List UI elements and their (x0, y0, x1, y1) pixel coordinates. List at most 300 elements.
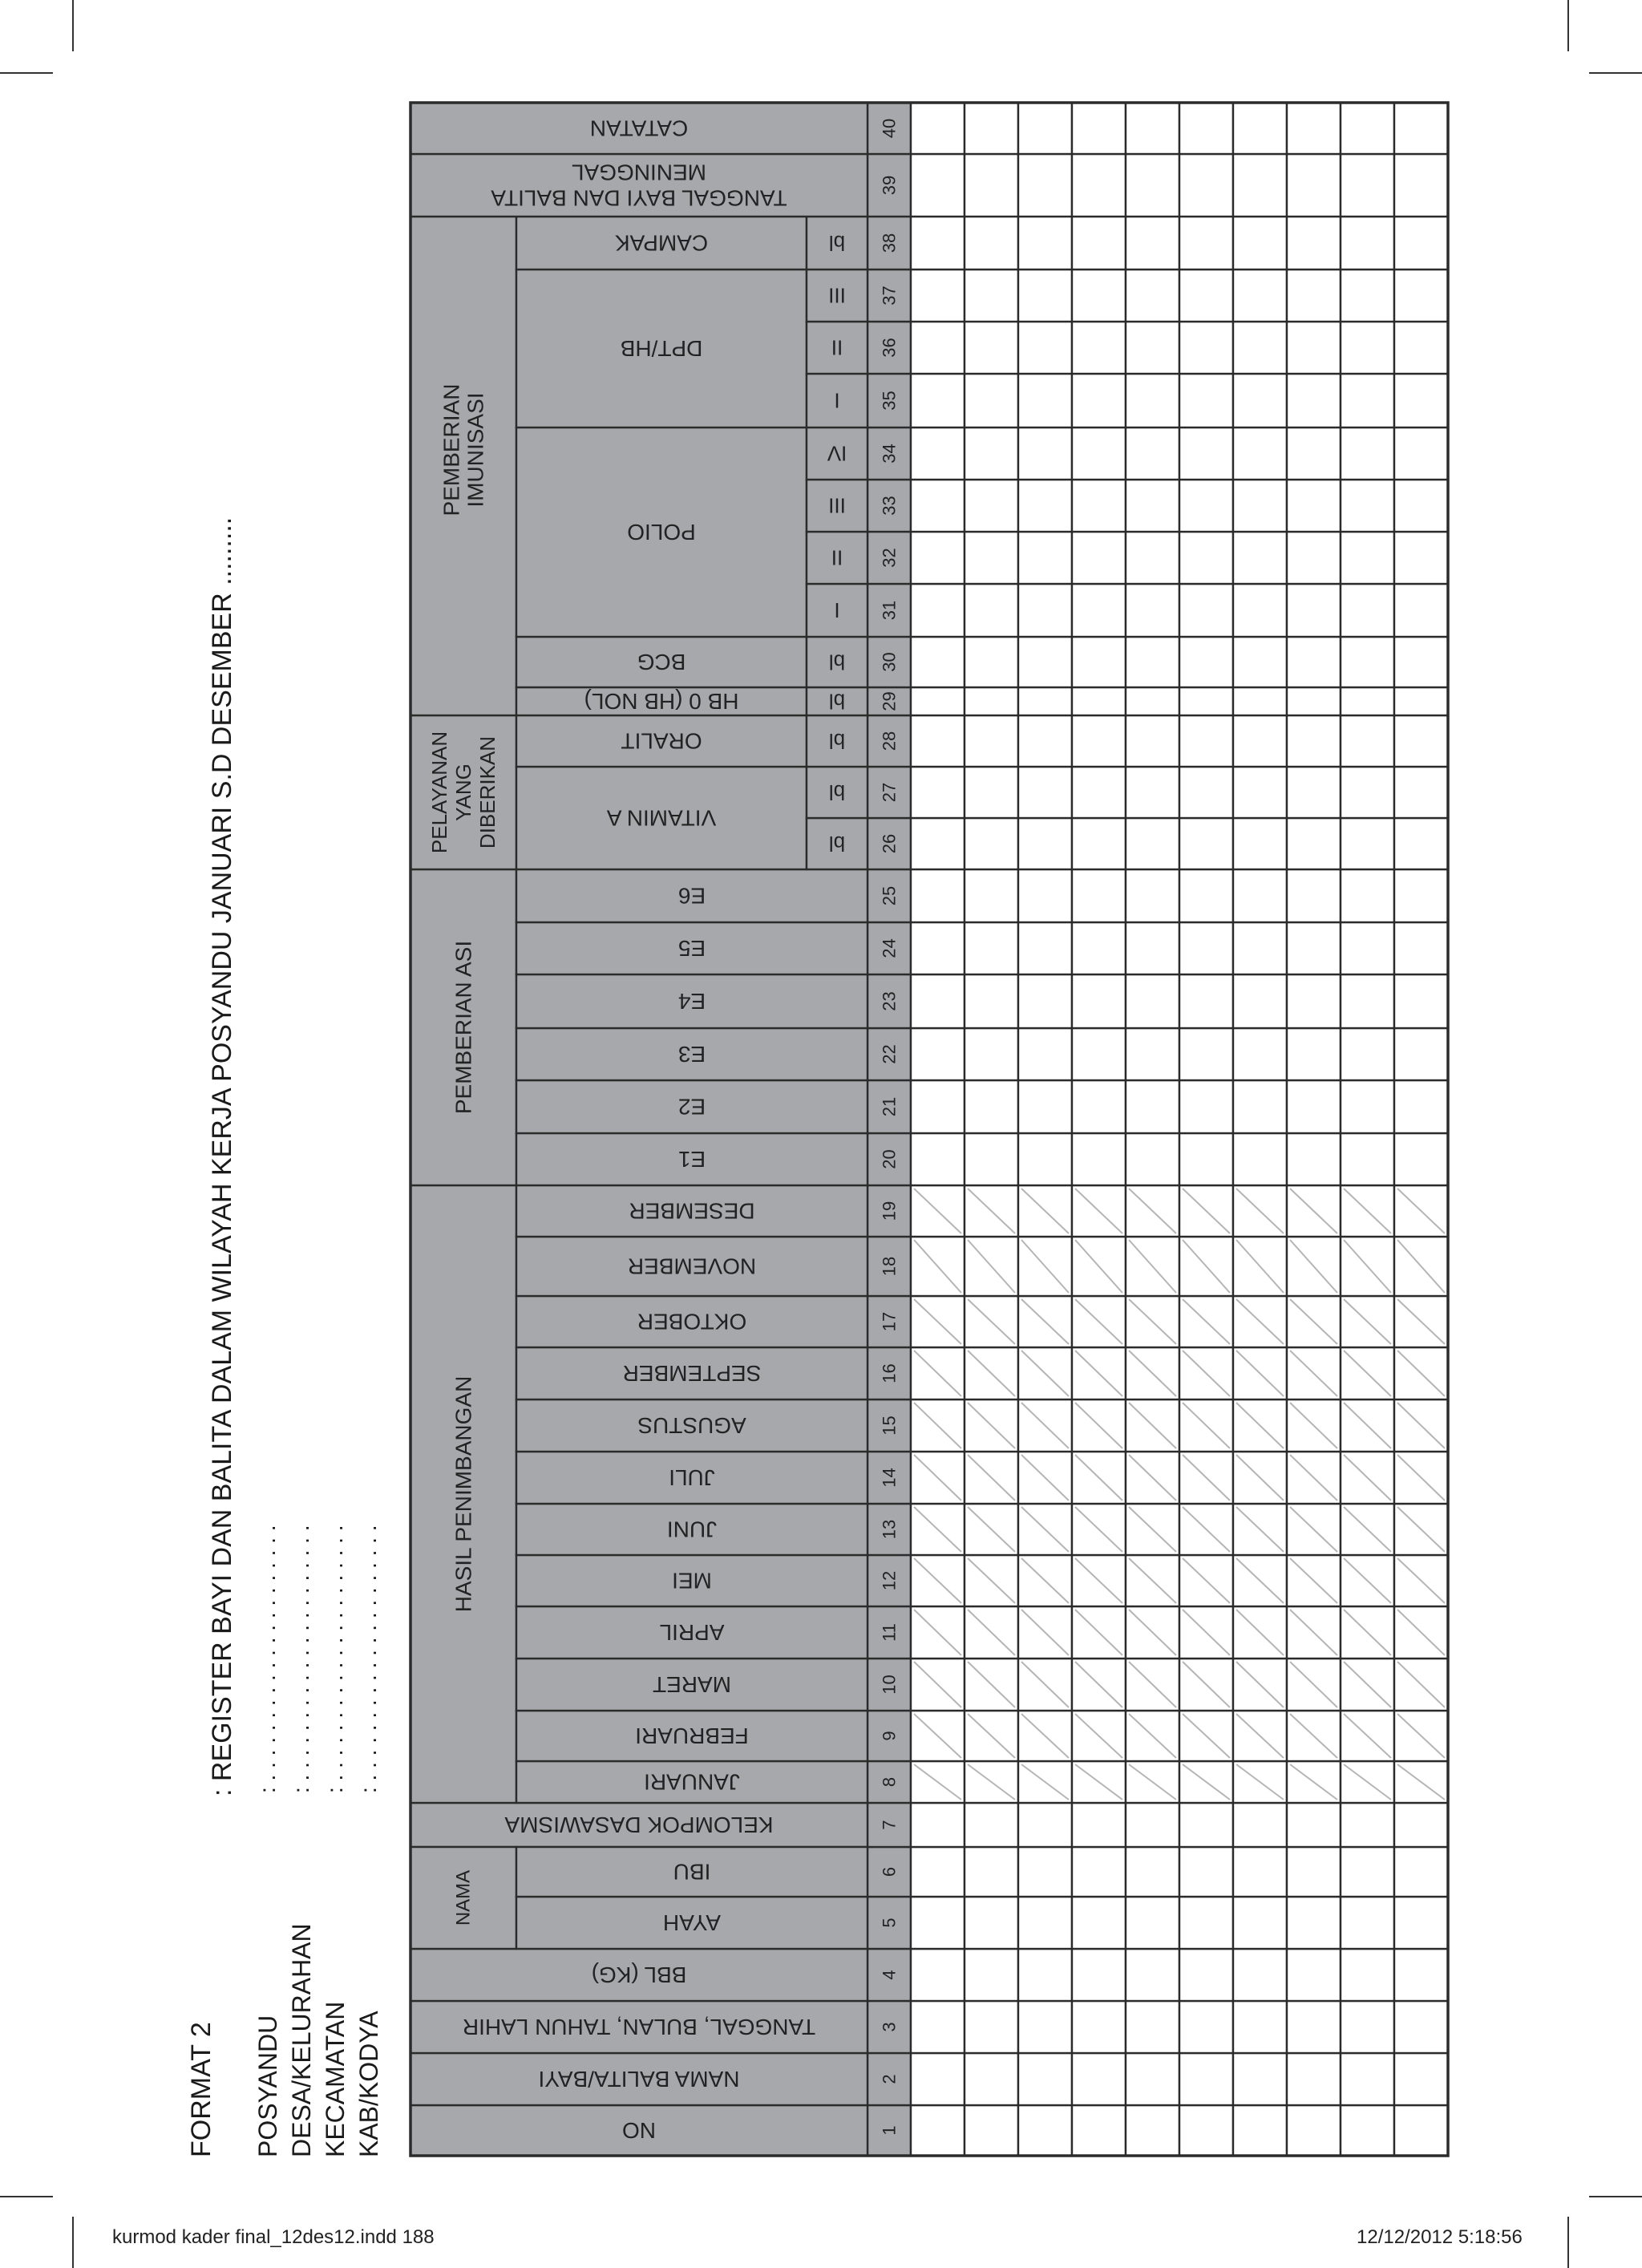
data-cell (1287, 1803, 1341, 1847)
sub-cell-label: II (831, 545, 843, 570)
data-cell (911, 584, 965, 637)
column-number: 24 (879, 938, 900, 958)
data-cell (965, 322, 1018, 374)
data-cell (1287, 767, 1341, 818)
data-cell (1341, 269, 1394, 322)
column-number: 1 (879, 2125, 900, 2136)
data-cell (1126, 532, 1179, 584)
data-cell (1287, 217, 1341, 269)
data-cell (1394, 427, 1448, 480)
column-number: 5 (879, 1918, 900, 1928)
data-cell (1126, 715, 1179, 767)
data-cell (1341, 687, 1394, 715)
data-cell (965, 818, 1018, 869)
header-cell-label: HB 0 (HB NOL) (584, 689, 739, 714)
data-cell (911, 217, 965, 269)
data-cell (1179, 1847, 1233, 1897)
sub-cell-label: bl (828, 729, 846, 753)
group-label-line: IMUNISASI (463, 392, 488, 508)
data-cell (1126, 922, 1179, 974)
sub-cell-label: bl (828, 832, 846, 856)
data-cell (1018, 1803, 1072, 1847)
field-value-posyandu: : . . . . . . . . . . . . . . . . . . . . . (255, 1525, 280, 1793)
header-cell-label: E5 (677, 936, 706, 961)
data-cell (1394, 480, 1448, 532)
data-cell (1394, 217, 1448, 269)
data-cell (1018, 103, 1072, 154)
data-cell (1072, 217, 1126, 269)
data-cell (1126, 1949, 1179, 2001)
data-cell (911, 869, 965, 922)
data-cell (1179, 1028, 1233, 1080)
data-cell (1018, 2105, 1072, 2156)
column-number: 7 (879, 1820, 900, 1830)
data-cell (911, 1897, 965, 1949)
data-cell (965, 480, 1018, 532)
data-cell (1287, 2105, 1341, 2156)
data-cell (1126, 974, 1179, 1028)
column-number: 25 (879, 885, 900, 906)
data-cell (1179, 767, 1233, 818)
data-cell (1126, 1028, 1179, 1080)
data-cell (1018, 217, 1072, 269)
column-number: 6 (879, 1866, 900, 1877)
data-cell (1233, 480, 1287, 532)
data-cell (1072, 269, 1126, 322)
data-cell (911, 687, 965, 715)
sub-cell-label: IV (827, 441, 847, 466)
column-number: 34 (879, 443, 900, 464)
data-cell (1233, 687, 1287, 715)
header-cell-label: MARET (653, 1672, 731, 1697)
data-cell (1394, 374, 1448, 427)
data-cell (1072, 322, 1126, 374)
data-cell (1018, 532, 1072, 584)
data-cell (1394, 687, 1448, 715)
data-cell (911, 974, 965, 1028)
data-cell (1179, 974, 1233, 1028)
header-cell-label: MEI (672, 1568, 712, 1594)
data-cell (1233, 2053, 1287, 2105)
sub-cell-label: II (831, 335, 843, 360)
group-label-line: DIBERIKAN (475, 735, 499, 849)
data-cell (1018, 584, 1072, 637)
data-cell (1394, 2001, 1448, 2053)
column-number: 17 (879, 1311, 900, 1332)
data-cell (1341, 322, 1394, 374)
data-cell (1072, 1133, 1126, 1185)
data-cell (1341, 480, 1394, 532)
data-cell (1233, 1133, 1287, 1185)
column-number: 4 (879, 1970, 900, 1980)
page-title: : REGISTER BAYI DAN BALITA DALAM WILAYAH KERJA POSYANDU JANUARI S.D DESEMBER ......... (207, 516, 237, 1796)
column-number: 14 (879, 1468, 900, 1488)
data-cell (1126, 2053, 1179, 2105)
sub-cell-label: bl (828, 780, 846, 804)
data-cell (965, 715, 1018, 767)
data-cell (1179, 687, 1233, 715)
column-number: 39 (879, 175, 900, 196)
column-number: 19 (879, 1201, 900, 1221)
data-cell (1287, 584, 1341, 637)
data-cell (1018, 974, 1072, 1028)
data-cell (1072, 584, 1126, 637)
header-cell-label: FEBRUARI (635, 1723, 749, 1748)
column-number: 3 (879, 2022, 900, 2032)
header-cell-label: MENINGGAL (571, 160, 707, 185)
data-cell (1233, 1080, 1287, 1133)
data-cell (1179, 480, 1233, 532)
data-cell (965, 532, 1018, 584)
data-cell (1179, 584, 1233, 637)
data-cell (1126, 2105, 1179, 2156)
data-cell (1394, 1949, 1448, 2001)
column-number: 23 (879, 991, 900, 1011)
data-cell (1126, 818, 1179, 869)
data-cell (911, 1949, 965, 2001)
data-cell (1072, 103, 1126, 154)
header-cell-label: CATATAN (589, 115, 689, 141)
data-cell (1126, 2001, 1179, 2053)
data-cell (1126, 637, 1179, 687)
data-cell (1287, 154, 1341, 217)
data-cell (1126, 1133, 1179, 1185)
data-cell (1287, 637, 1341, 687)
data-cell (1287, 2053, 1341, 2105)
header-cell-label: BCG (637, 650, 686, 674)
data-cell (1126, 1080, 1179, 1133)
data-cell (1018, 922, 1072, 974)
format-label: FORMAT 2 (186, 2022, 216, 2157)
data-cell (1394, 1847, 1448, 1897)
data-cell (1126, 584, 1179, 637)
data-cell (1018, 869, 1072, 922)
data-cell (1126, 103, 1179, 154)
data-cell (1072, 1028, 1126, 1080)
data-cell (1179, 715, 1233, 767)
data-cell (1072, 2001, 1126, 2053)
data-cell (1341, 922, 1394, 974)
data-cell (1394, 922, 1448, 974)
data-cell (1394, 2105, 1448, 2156)
data-cell (1341, 427, 1394, 480)
column-number: 40 (879, 118, 900, 139)
data-cell (1341, 154, 1394, 217)
data-cell (965, 2001, 1018, 2053)
header-cell-label: SEPTEMBER (622, 1361, 762, 1386)
column-number: 22 (879, 1044, 900, 1064)
header-cell-label: E2 (677, 1094, 706, 1120)
data-cell (1233, 2001, 1287, 2053)
data-cell (911, 2001, 965, 2053)
header-cell-label: POLIO (627, 520, 696, 545)
column-number: 13 (879, 1519, 900, 1540)
data-cell (1394, 1803, 1448, 1847)
data-cell (1341, 715, 1394, 767)
data-cell (1072, 2053, 1126, 2105)
column-number: 35 (879, 391, 900, 411)
column-number: 20 (879, 1149, 900, 1169)
data-cell (1233, 1803, 1287, 1847)
data-cell (1341, 818, 1394, 869)
column-number: 29 (879, 691, 900, 711)
data-cell (1287, 687, 1341, 715)
column-number: 21 (879, 1096, 900, 1117)
header-cell-label: E3 (677, 1042, 706, 1067)
data-cell (1072, 818, 1126, 869)
column-number: 12 (879, 1570, 900, 1591)
data-cell (1233, 767, 1287, 818)
field-value-kecamatan: : . . . . . . . . . . . . . . . . . . . . . (322, 1525, 347, 1793)
data-cell (1179, 217, 1233, 269)
data-cell (1287, 374, 1341, 427)
data-cell (1126, 374, 1179, 427)
data-cell (965, 2105, 1018, 2156)
data-cell (1179, 1080, 1233, 1133)
data-cell (911, 322, 965, 374)
data-cell (1233, 869, 1287, 922)
data-cell (1287, 1133, 1341, 1185)
field-value-kab: : . . . . . . . . . . . . . . . . . . . . . (356, 1525, 381, 1793)
data-cell (1341, 2105, 1394, 2156)
data-cell (1233, 1028, 1287, 1080)
data-cell (911, 818, 965, 869)
data-cell (911, 922, 965, 974)
data-cell (911, 1080, 965, 1133)
data-cell (1072, 374, 1126, 427)
data-cell (1287, 922, 1341, 974)
column-number: 38 (879, 233, 900, 253)
data-cell (911, 480, 965, 532)
header-cell-label: NOVEMBER (627, 1253, 757, 1279)
data-cell (1287, 1028, 1341, 1080)
data-cell (1018, 322, 1072, 374)
data-cell (1341, 2053, 1394, 2105)
sub-cell-label: III (828, 493, 846, 518)
data-cell (1341, 637, 1394, 687)
header-cell-label: AYAH (662, 1910, 722, 1935)
column-number: 16 (879, 1363, 900, 1383)
data-cell (911, 103, 965, 154)
header-cell-label: JULI (669, 1465, 715, 1490)
data-cell (1341, 217, 1394, 269)
data-cell (1179, 532, 1233, 584)
data-cell (911, 427, 965, 480)
data-cell (965, 922, 1018, 974)
data-cell (1394, 869, 1448, 922)
data-cell (1394, 767, 1448, 818)
data-cell (965, 1897, 1018, 1949)
field-kab: KAB/KODYA (354, 2011, 383, 2157)
data-cell (1072, 767, 1126, 818)
data-cell (1341, 767, 1394, 818)
column-number: 36 (879, 338, 900, 358)
column-number: 26 (879, 833, 900, 854)
header-cell-label: ORALIT (621, 728, 702, 754)
data-cell (1018, 427, 1072, 480)
data-cell (965, 154, 1018, 217)
data-cell (1233, 922, 1287, 974)
data-cell (1179, 869, 1233, 922)
data-cell (1233, 974, 1287, 1028)
data-cell (1394, 532, 1448, 584)
data-cell (965, 2053, 1018, 2105)
data-cell (1018, 637, 1072, 687)
data-cell (1233, 154, 1287, 217)
header-cell-label: NAMA BALITA/BAYI (538, 2067, 740, 2092)
data-cell (965, 869, 1018, 922)
data-cell (1341, 1847, 1394, 1897)
data-cell (1341, 974, 1394, 1028)
header-cell-label: E1 (677, 1147, 706, 1172)
sub-cell-label: bl (828, 689, 846, 714)
data-cell (1394, 974, 1448, 1028)
data-cell (1233, 715, 1287, 767)
data-cell (1287, 480, 1341, 532)
data-cell (1179, 103, 1233, 154)
column-number: 8 (879, 1776, 900, 1788)
data-cell (1233, 1847, 1287, 1897)
data-cell (1233, 818, 1287, 869)
data-cell (1394, 715, 1448, 767)
data-cell (1018, 480, 1072, 532)
data-cell (911, 1133, 965, 1185)
sub-cell-label: I (834, 388, 840, 413)
header-cell-label: DPT/HB (620, 336, 703, 361)
data-cell (1179, 2001, 1233, 2053)
data-cell (1179, 637, 1233, 687)
data-cell (1072, 869, 1126, 922)
data-cell (1394, 322, 1448, 374)
data-cell (1018, 1133, 1072, 1185)
sub-cell-label: III (828, 283, 846, 308)
data-cell (1394, 154, 1448, 217)
column-number: 2 (879, 2074, 900, 2084)
data-cell (1126, 269, 1179, 322)
data-cell (1072, 154, 1126, 217)
data-cell (1341, 1080, 1394, 1133)
data-cell (1287, 322, 1341, 374)
data-cell (1233, 1949, 1287, 2001)
data-cell (965, 767, 1018, 818)
data-cell (1018, 767, 1072, 818)
header-cell-label: CAMPAK (614, 230, 709, 256)
data-cell (911, 532, 965, 584)
data-cell (1287, 818, 1341, 869)
sub-cell-label: bl (828, 650, 846, 674)
data-cell (1394, 269, 1448, 322)
data-cell (965, 1028, 1018, 1080)
data-cell (1287, 269, 1341, 322)
data-cell (911, 1028, 965, 1080)
sub-cell-label: I (834, 598, 840, 622)
data-cell (1287, 1949, 1341, 2001)
data-cell (965, 1133, 1018, 1185)
data-cell (1233, 637, 1287, 687)
data-cell (965, 637, 1018, 687)
data-cell (965, 374, 1018, 427)
data-cell (1072, 974, 1126, 1028)
data-cell (1126, 427, 1179, 480)
data-cell (1179, 374, 1233, 427)
data-cell (1126, 687, 1179, 715)
data-cell (1233, 322, 1287, 374)
column-number: 28 (879, 731, 900, 751)
data-cell (1072, 480, 1126, 532)
data-cell (1287, 1847, 1341, 1897)
group-label-line: PELAYANAN (427, 731, 451, 854)
data-cell (1287, 715, 1341, 767)
data-cell (911, 1803, 965, 1847)
data-cell (1018, 154, 1072, 217)
data-cell (1018, 687, 1072, 715)
field-value-desa: : . . . . . . . . . . . . . . . . . . . . . (289, 1525, 313, 1793)
header-cell-label: E6 (677, 883, 706, 909)
header-cell-label: E4 (677, 989, 706, 1014)
data-cell (1126, 322, 1179, 374)
data-cell (965, 427, 1018, 480)
data-cell (1287, 1080, 1341, 1133)
header-cell-label: BBL (KG) (591, 1962, 687, 1987)
data-cell (965, 1847, 1018, 1897)
data-cell (1394, 1080, 1448, 1133)
footer-file: kurmod kader final_12des12.indd 188 (112, 2226, 435, 2248)
data-cell (1179, 818, 1233, 869)
data-cell (965, 1949, 1018, 2001)
data-cell (1126, 1847, 1179, 1897)
data-cell (1394, 818, 1448, 869)
data-cell (1341, 532, 1394, 584)
header-cell-label: AGUSTUS (637, 1413, 746, 1438)
data-cell (1287, 103, 1341, 154)
data-cell (1018, 1028, 1072, 1080)
data-cell (1341, 374, 1394, 427)
data-cell (1233, 1897, 1287, 1949)
column-number: 30 (879, 652, 900, 672)
data-cell (1072, 532, 1126, 584)
data-cell (1179, 2105, 1233, 2156)
data-cell (1233, 269, 1287, 322)
data-cell (1018, 2053, 1072, 2105)
header-cell-label: JANUARI (644, 1769, 740, 1795)
data-cell (1072, 1847, 1126, 1897)
column-number: 31 (879, 600, 900, 621)
data-cell (911, 374, 965, 427)
data-cell (1179, 2053, 1233, 2105)
data-cell (1018, 1847, 1072, 1897)
column-number: 32 (879, 548, 900, 568)
data-cell (1126, 869, 1179, 922)
data-cell (1072, 1897, 1126, 1949)
data-cell (1179, 154, 1233, 217)
data-cell (911, 2053, 965, 2105)
field-posyandu: POSYANDU (253, 2015, 282, 2157)
data-cell (1018, 1080, 1072, 1133)
sub-cell-label: bl (828, 231, 846, 255)
column-number: 15 (879, 1415, 900, 1436)
column-number: 9 (879, 1731, 900, 1741)
data-cell (965, 584, 1018, 637)
data-cell (1341, 103, 1394, 154)
data-cell (911, 269, 965, 322)
data-cell (1341, 1133, 1394, 1185)
data-cell (1126, 480, 1179, 532)
data-cell (1072, 427, 1126, 480)
data-cell (1072, 715, 1126, 767)
data-cell (1394, 2053, 1448, 2105)
data-cell (1287, 869, 1341, 922)
data-cell (1233, 374, 1287, 427)
